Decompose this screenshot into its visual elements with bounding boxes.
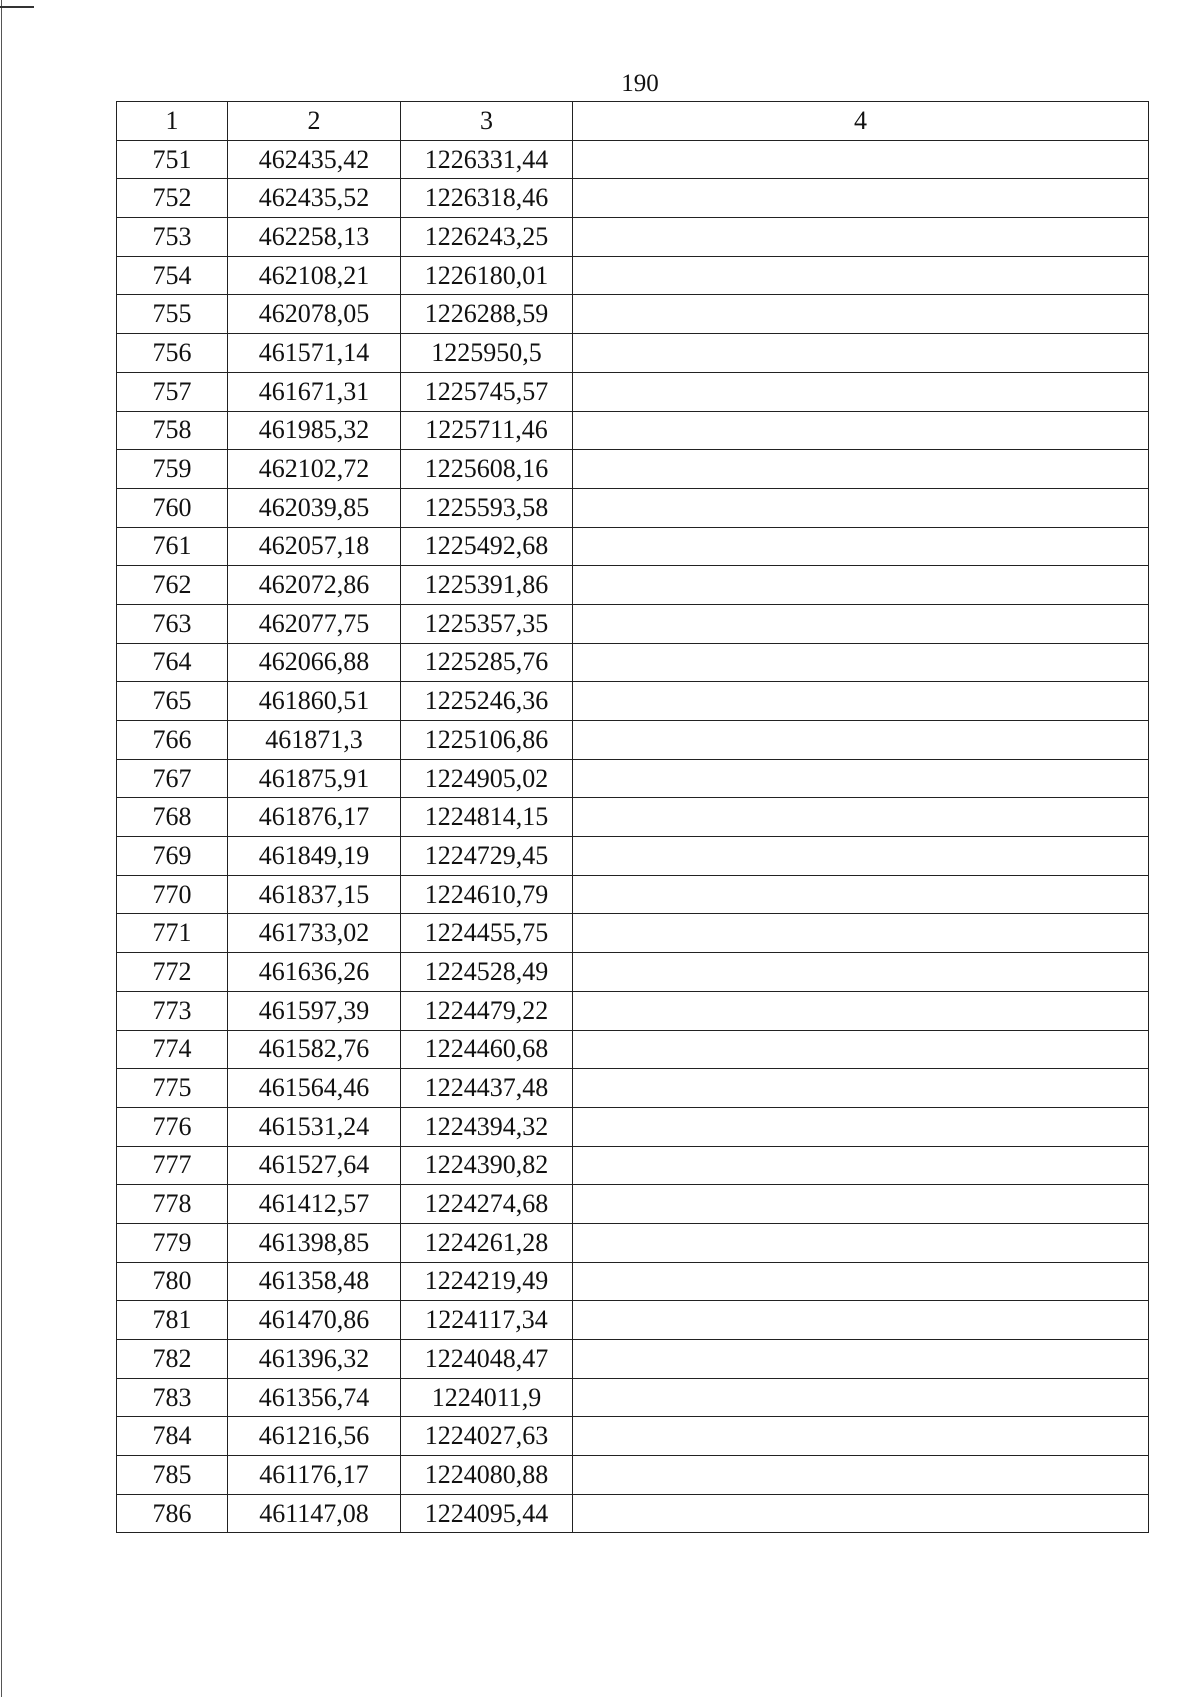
y-coordinate-cell: 1225608,16 (401, 450, 573, 489)
table-row (117, 1069, 1149, 1108)
y-coordinate-cell: 1224011,9 (401, 1378, 573, 1417)
table-row (117, 1223, 1149, 1262)
y-coordinate-cell: 1224080,88 (401, 1456, 573, 1495)
point-number-cell: 785 (117, 1456, 228, 1495)
x-coordinate-cell: 461147,08 (228, 1494, 401, 1533)
x-coordinate-cell: 461871,3 (228, 721, 401, 760)
note-cell (573, 527, 1149, 566)
x-coordinate-cell: 461671,31 (228, 372, 401, 411)
coordinates-table (116, 101, 1149, 1533)
note-cell (573, 256, 1149, 295)
table-row (117, 1456, 1149, 1495)
point-number-cell: 761 (117, 527, 228, 566)
point-number-cell: 771 (117, 914, 228, 953)
note-cell (573, 1185, 1149, 1224)
note-cell (573, 179, 1149, 218)
column-header-1: 1 (117, 102, 228, 141)
y-coordinate-cell: 1224048,47 (401, 1340, 573, 1379)
note-cell (573, 488, 1149, 527)
note-cell (573, 759, 1149, 798)
table-row (117, 875, 1149, 914)
x-coordinate-cell: 461358,48 (228, 1262, 401, 1301)
note-cell (573, 682, 1149, 721)
x-coordinate-cell: 461412,57 (228, 1185, 401, 1224)
point-number-cell: 773 (117, 991, 228, 1030)
note-cell (573, 875, 1149, 914)
point-number-cell: 776 (117, 1107, 228, 1146)
note-cell (573, 1146, 1149, 1185)
note-cell (573, 837, 1149, 876)
column-header-2: 2 (228, 102, 401, 141)
table-row (117, 1146, 1149, 1185)
column-header-4: 4 (573, 102, 1149, 141)
note-cell (573, 450, 1149, 489)
table-row (117, 372, 1149, 411)
y-coordinate-cell: 1224455,75 (401, 914, 573, 953)
table-row (117, 798, 1149, 837)
point-number-cell: 751 (117, 140, 228, 179)
note-cell (573, 953, 1149, 992)
x-coordinate-cell: 462435,42 (228, 140, 401, 179)
x-coordinate-cell: 461875,91 (228, 759, 401, 798)
note-cell (573, 1107, 1149, 1146)
point-number-cell: 764 (117, 643, 228, 682)
y-coordinate-cell: 1226180,01 (401, 256, 573, 295)
y-coordinate-cell: 1225745,57 (401, 372, 573, 411)
point-number-cell: 782 (117, 1340, 228, 1379)
x-coordinate-cell: 461396,32 (228, 1340, 401, 1379)
x-coordinate-cell: 461398,85 (228, 1223, 401, 1262)
note-cell (573, 914, 1149, 953)
y-coordinate-cell: 1224117,34 (401, 1301, 573, 1340)
y-coordinate-cell: 1225492,68 (401, 527, 573, 566)
table-row (117, 527, 1149, 566)
y-coordinate-cell: 1225246,36 (401, 682, 573, 721)
table-row (117, 1417, 1149, 1456)
table-row (117, 1378, 1149, 1417)
x-coordinate-cell: 461597,39 (228, 991, 401, 1030)
y-coordinate-cell: 1225950,5 (401, 334, 573, 373)
table-row (117, 488, 1149, 527)
note-cell (573, 798, 1149, 837)
x-coordinate-cell: 461176,17 (228, 1456, 401, 1495)
table-row (117, 682, 1149, 721)
y-coordinate-cell: 1224905,02 (401, 759, 573, 798)
point-number-cell: 774 (117, 1030, 228, 1069)
x-coordinate-cell: 461356,74 (228, 1378, 401, 1417)
point-number-cell: 775 (117, 1069, 228, 1108)
y-coordinate-cell: 1226243,25 (401, 218, 573, 257)
note-cell (573, 1030, 1149, 1069)
y-coordinate-cell: 1224479,22 (401, 991, 573, 1030)
point-number-cell: 760 (117, 488, 228, 527)
table-row (117, 837, 1149, 876)
note-cell (573, 1301, 1149, 1340)
point-number-cell: 766 (117, 721, 228, 760)
x-coordinate-cell: 461876,17 (228, 798, 401, 837)
x-coordinate-cell: 462435,52 (228, 179, 401, 218)
point-number-cell: 756 (117, 334, 228, 373)
note-cell (573, 140, 1149, 179)
page-number: 190 (621, 70, 659, 97)
table-row (117, 1494, 1149, 1533)
table-row (117, 1107, 1149, 1146)
note-cell (573, 1340, 1149, 1379)
y-coordinate-cell: 1224814,15 (401, 798, 573, 837)
table-row (117, 1262, 1149, 1301)
note-cell (573, 218, 1149, 257)
note-cell (573, 295, 1149, 334)
y-coordinate-cell: 1226318,46 (401, 179, 573, 218)
note-cell (573, 1262, 1149, 1301)
point-number-cell: 781 (117, 1301, 228, 1340)
x-coordinate-cell: 461531,24 (228, 1107, 401, 1146)
table-row (117, 295, 1149, 334)
x-coordinate-cell: 461564,46 (228, 1069, 401, 1108)
table-header-row (117, 102, 1149, 141)
y-coordinate-cell: 1224095,44 (401, 1494, 573, 1533)
note-cell (573, 643, 1149, 682)
y-coordinate-cell: 1225711,46 (401, 411, 573, 450)
page-edge-mark (0, 6, 34, 8)
note-cell (573, 1456, 1149, 1495)
point-number-cell: 752 (117, 179, 228, 218)
note-cell (573, 1494, 1149, 1533)
note-cell (573, 991, 1149, 1030)
point-number-cell: 772 (117, 953, 228, 992)
table-row (117, 450, 1149, 489)
point-number-cell: 779 (117, 1223, 228, 1262)
table-row (117, 179, 1149, 218)
table-row (117, 604, 1149, 643)
point-number-cell: 755 (117, 295, 228, 334)
y-coordinate-cell: 1225106,86 (401, 721, 573, 760)
point-number-cell: 754 (117, 256, 228, 295)
x-coordinate-cell: 461733,02 (228, 914, 401, 953)
table-row (117, 643, 1149, 682)
point-number-cell: 762 (117, 566, 228, 605)
x-coordinate-cell: 461636,26 (228, 953, 401, 992)
point-number-cell: 758 (117, 411, 228, 450)
table-row (117, 914, 1149, 953)
page-edge-line (1, 0, 2, 1697)
x-coordinate-cell: 462078,05 (228, 295, 401, 334)
y-coordinate-cell: 1224390,82 (401, 1146, 573, 1185)
x-coordinate-cell: 461216,56 (228, 1417, 401, 1456)
x-coordinate-cell: 461582,76 (228, 1030, 401, 1069)
table-row (117, 759, 1149, 798)
point-number-cell: 767 (117, 759, 228, 798)
x-coordinate-cell: 461527,64 (228, 1146, 401, 1185)
x-coordinate-cell: 462072,86 (228, 566, 401, 605)
y-coordinate-cell: 1224219,49 (401, 1262, 573, 1301)
table-row (117, 1030, 1149, 1069)
point-number-cell: 784 (117, 1417, 228, 1456)
y-coordinate-cell: 1225357,35 (401, 604, 573, 643)
note-cell (573, 1069, 1149, 1108)
point-number-cell: 769 (117, 837, 228, 876)
x-coordinate-cell: 461837,15 (228, 875, 401, 914)
x-coordinate-cell: 462039,85 (228, 488, 401, 527)
table-body (117, 140, 1149, 1533)
y-coordinate-cell: 1224437,48 (401, 1069, 573, 1108)
x-coordinate-cell: 461849,19 (228, 837, 401, 876)
x-coordinate-cell: 461985,32 (228, 411, 401, 450)
y-coordinate-cell: 1225391,86 (401, 566, 573, 605)
table-row (117, 1301, 1149, 1340)
table-row (117, 991, 1149, 1030)
note-cell (573, 1417, 1149, 1456)
y-coordinate-cell: 1224610,79 (401, 875, 573, 914)
y-coordinate-cell: 1225285,76 (401, 643, 573, 682)
y-coordinate-cell: 1224528,49 (401, 953, 573, 992)
column-header-3: 3 (401, 102, 573, 141)
table-row (117, 140, 1149, 179)
note-cell (573, 721, 1149, 760)
note-cell (573, 1378, 1149, 1417)
x-coordinate-cell: 461571,14 (228, 334, 401, 373)
point-number-cell: 768 (117, 798, 228, 837)
point-number-cell: 777 (117, 1146, 228, 1185)
x-coordinate-cell: 461470,86 (228, 1301, 401, 1340)
x-coordinate-cell: 462077,75 (228, 604, 401, 643)
table-row (117, 1340, 1149, 1379)
y-coordinate-cell: 1224027,63 (401, 1417, 573, 1456)
table-row (117, 218, 1149, 257)
point-number-cell: 778 (117, 1185, 228, 1224)
y-coordinate-cell: 1224274,68 (401, 1185, 573, 1224)
table-row (117, 953, 1149, 992)
y-coordinate-cell: 1224729,45 (401, 837, 573, 876)
point-number-cell: 763 (117, 604, 228, 643)
table-row (117, 1185, 1149, 1224)
note-cell (573, 604, 1149, 643)
y-coordinate-cell: 1224394,32 (401, 1107, 573, 1146)
y-coordinate-cell: 1224261,28 (401, 1223, 573, 1262)
point-number-cell: 765 (117, 682, 228, 721)
x-coordinate-cell: 462108,21 (228, 256, 401, 295)
x-coordinate-cell: 462102,72 (228, 450, 401, 489)
point-number-cell: 759 (117, 450, 228, 489)
table-row (117, 411, 1149, 450)
table-row (117, 256, 1149, 295)
table-row (117, 334, 1149, 373)
x-coordinate-cell: 462066,88 (228, 643, 401, 682)
table-row (117, 566, 1149, 605)
x-coordinate-cell: 462258,13 (228, 218, 401, 257)
y-coordinate-cell: 1224460,68 (401, 1030, 573, 1069)
x-coordinate-cell: 462057,18 (228, 527, 401, 566)
point-number-cell: 783 (117, 1378, 228, 1417)
y-coordinate-cell: 1226331,44 (401, 140, 573, 179)
note-cell (573, 411, 1149, 450)
table-row (117, 721, 1149, 760)
point-number-cell: 770 (117, 875, 228, 914)
y-coordinate-cell: 1226288,59 (401, 295, 573, 334)
x-coordinate-cell: 461860,51 (228, 682, 401, 721)
note-cell (573, 1223, 1149, 1262)
y-coordinate-cell: 1225593,58 (401, 488, 573, 527)
point-number-cell: 780 (117, 1262, 228, 1301)
point-number-cell: 753 (117, 218, 228, 257)
note-cell (573, 334, 1149, 373)
note-cell (573, 372, 1149, 411)
point-number-cell: 786 (117, 1494, 228, 1533)
point-number-cell: 757 (117, 372, 228, 411)
note-cell (573, 566, 1149, 605)
